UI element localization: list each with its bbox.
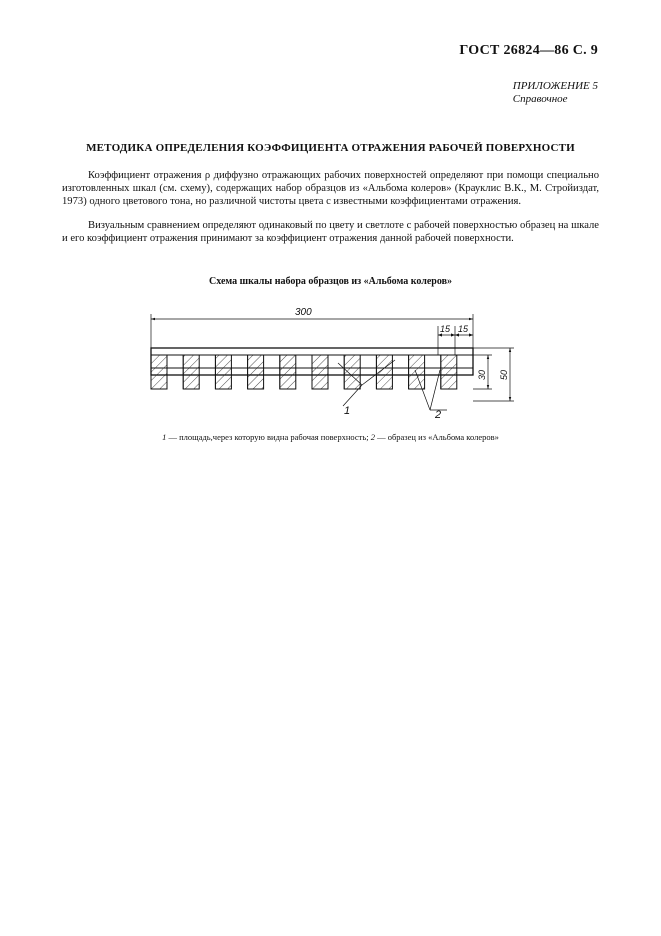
sample-cell <box>344 355 360 389</box>
page-header: ГОСТ 26824—86 С. 9 <box>459 43 598 58</box>
sample-cell <box>183 355 199 389</box>
paragraph-2 <box>62 219 599 245</box>
section-title: МЕТОДИКА ОПРЕДЕЛЕНИЯ КОЭФФИЦИЕНТА ОТРАЖЕНИЯ РАБОЧЕЙ ПОВЕРХНОСТИ <box>86 142 575 154</box>
scheme-title: Схема шкалы набора образцов из «Альбома колеров» <box>209 276 452 287</box>
dim-15-arrow-2 <box>451 333 455 336</box>
paragraph-1 <box>62 169 599 208</box>
scale-scheme-diagram <box>140 298 530 433</box>
dim-15-label-a: 15 <box>440 324 451 334</box>
dim-15-label-b: 15 <box>458 324 469 334</box>
callout-1: 1 <box>344 405 351 417</box>
dim-15-arrow-4 <box>469 333 473 336</box>
figure-caption <box>0 432 661 442</box>
sample-cell <box>312 355 328 389</box>
caption-text-2: — образец из «Альбома колеров» <box>374 432 499 442</box>
caption-text-1: — площадь,через которую видна рабочая поверхность; <box>166 432 371 442</box>
appendix-label: ПРИЛОЖЕНИЕ 5 <box>512 80 598 92</box>
callout-2: 2 <box>435 409 442 421</box>
paragraph-2-text: Визуальным сравнением определяют одинаковый по цвету и светлоте с рабочей поверхностью образец на шкале и его коэффициент отражения принимают за коэффициент отражения данной рабочей поверхности. <box>62 220 599 244</box>
leader-2b <box>430 370 440 410</box>
appendix-kind: Справочное <box>512 93 568 105</box>
sample-cells <box>151 355 457 389</box>
caption-num-2: 2 <box>370 432 375 442</box>
dim-300-label: 300 <box>295 307 312 318</box>
sample-cell <box>280 355 296 389</box>
appendix-block <box>513 80 598 106</box>
caption-num-1: 1 <box>162 432 167 442</box>
scale-scheme-svg <box>140 298 530 428</box>
paragraph-1-text: Коэффициент отражения ρ диффузно отражающих рабочих поверхностей определяют при помощи специально изготовленных шкал (см. схему), содержащих набор образцов из «Альбома колеров» (Крауклис В.К., М. Стройиздат, 1973) одного цветового тона, но различной чистоты цвета с известными коэффициентами отражения. <box>62 170 599 207</box>
dim-30-label: 30 <box>477 369 487 380</box>
sample-cell <box>215 355 231 389</box>
dim-50-label: 50 <box>499 369 509 380</box>
sample-cell <box>151 355 167 389</box>
sample-cell <box>409 355 425 389</box>
sample-cell <box>441 355 457 389</box>
sample-cell <box>248 355 264 389</box>
